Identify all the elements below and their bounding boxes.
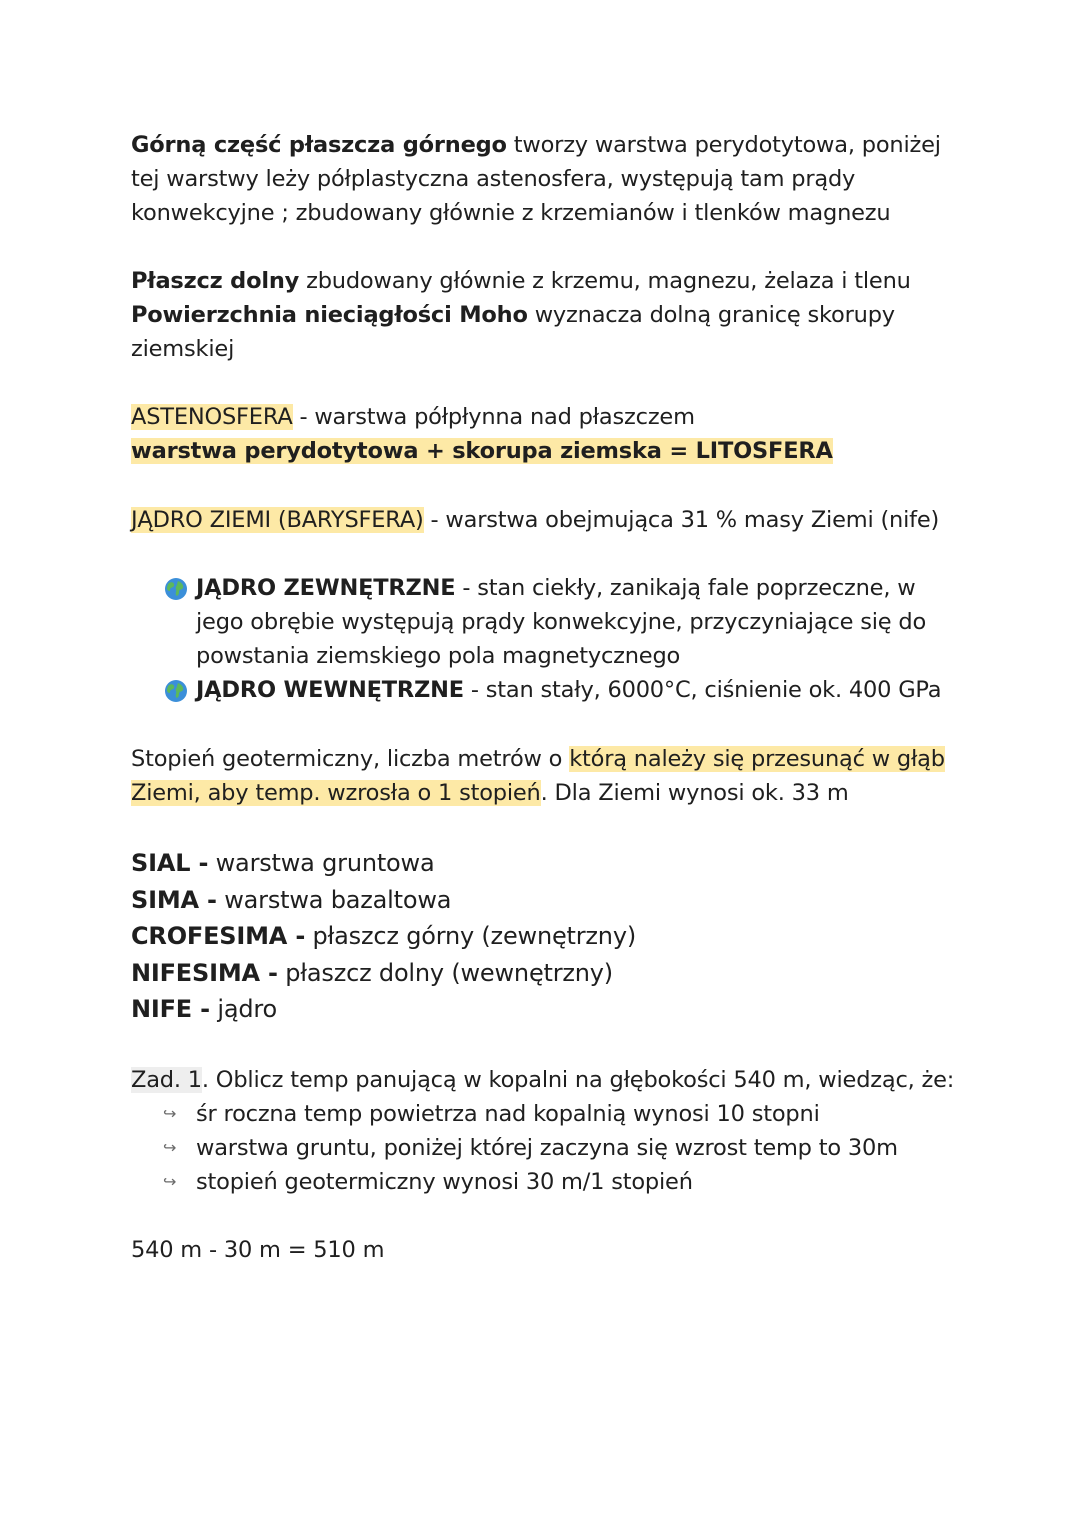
asthenosphere-text: - warstwa półpłynna nad płaszczem	[292, 404, 695, 430]
paragraph-asthenosphere	[131, 400, 961, 434]
layer-desc: warstwa gruntowa	[208, 849, 435, 877]
layer-desc: płaszcz górny (zewnętrzny)	[305, 922, 636, 950]
task-condition	[163, 1165, 961, 1199]
layer-item	[131, 845, 961, 882]
paragraph-lithosphere	[131, 434, 961, 468]
paragraph-geothermal-degree	[131, 742, 961, 810]
paragraph-core	[131, 503, 961, 537]
term-outer-core: JĄDRO ZEWNĘTRZNE	[196, 575, 456, 601]
globe-icon	[164, 577, 188, 601]
geothermal-highlight: którą należy się przesunąć w głąb Ziemi, aby temp. wzrosła o 1 stopień	[131, 746, 945, 806]
globe-icon	[164, 679, 188, 703]
lower-mantle-text: zbudowany głównie z krzemu, magnezu, żelaza i tlenu	[299, 268, 911, 294]
lithosphere-equation: warstwa perydotytowa + skorupa ziemska = LITOSFERA	[131, 438, 833, 464]
task-condition	[163, 1131, 961, 1165]
term-moho: Powierzchnia nieciągłości Moho	[131, 302, 528, 328]
layer-term: SIMA -	[131, 885, 217, 914]
layer-item	[131, 918, 961, 955]
term-inner-core: JĄDRO WEWNĘTRZNE	[196, 677, 464, 703]
earth-layers-list	[131, 845, 961, 1028]
core-layers-list	[164, 571, 961, 707]
layer-item	[131, 882, 961, 919]
task-text: . Oblicz temp panującą w kopalni na głębokości 540 m, wiedząc, że:	[201, 1066, 955, 1093]
layer-term: NIFE -	[131, 995, 210, 1023]
outer-core-text: - stan ciekły, zanikają fale poprzeczne, w jego obrębie występują prądy konwekcyjne, przyczyniające się do powstania ziemskiego pola magnetycznego	[196, 575, 927, 669]
term-core: JĄDRO ZIEMI (BARYSFERA)	[131, 507, 424, 533]
paragraph-moho	[131, 298, 961, 366]
task-statement	[131, 1063, 961, 1097]
upper-mantle-text: tworzy warstwa perydotytowa, poniżej tej warstwy leży półplastyczna astenosfera, występują tam prądy konwekcyjne ; zbudowany głównie z krzemianów i tlenków magnezu	[131, 132, 941, 226]
arrow-return-icon: ↪	[163, 1137, 177, 1157]
task-condition-text: stopień geotermiczny wynosi 30 m/1 stopień	[196, 1168, 693, 1195]
term-upper-mantle: Górną część płaszcza górnego	[131, 132, 507, 158]
core-text: - warstwa obejmująca 31 % masy Ziemi (nife)	[423, 507, 940, 533]
moho-text: wyznacza dolną granicę skorupy ziemskiej	[131, 302, 895, 362]
list-item-outer-core	[164, 571, 961, 673]
geothermal-text-end: . Dla Ziemi wynosi ok. 33 m	[540, 780, 849, 806]
task-conditions-list	[163, 1097, 961, 1199]
arrow-return-icon: ↪	[163, 1171, 177, 1191]
layer-desc: warstwa bazaltowa	[216, 885, 452, 914]
term-lower-mantle: Płaszcz dolny	[131, 268, 300, 294]
document-page	[131, 128, 961, 1267]
layer-item	[131, 955, 961, 992]
task-label: Zad. 1	[131, 1066, 202, 1093]
term-asthenosphere: ASTENOSFERA	[131, 404, 293, 430]
calculation-line: 540 m - 30 m = 510 m	[131, 1236, 385, 1263]
list-item-inner-core	[164, 673, 961, 707]
layer-item	[131, 991, 961, 1028]
paragraph-lower-mantle	[131, 264, 961, 298]
layer-desc: płaszcz dolny (wewnętrzny)	[277, 958, 613, 987]
layer-term: CROFESIMA -	[131, 922, 306, 950]
geothermal-text-start: Stopień geotermiczny, liczba metrów o	[131, 746, 570, 772]
task-condition-text: śr roczna temp powietrza nad kopalnią wynosi 10 stopni	[196, 1100, 820, 1127]
task-condition	[163, 1097, 961, 1131]
inner-core-text: - stan stały, 6000°C, ciśnienie ok. 400 GPa	[463, 677, 942, 703]
layer-term: SIAL -	[131, 849, 209, 877]
task-condition-text: warstwa gruntu, poniżej której zaczyna się wzrost temp to 30m	[196, 1134, 898, 1161]
paragraph-upper-mantle	[131, 128, 961, 230]
layer-desc: jądro	[209, 995, 277, 1023]
layer-term: NIFESIMA -	[131, 958, 278, 987]
arrow-return-icon: ↪	[163, 1103, 177, 1123]
